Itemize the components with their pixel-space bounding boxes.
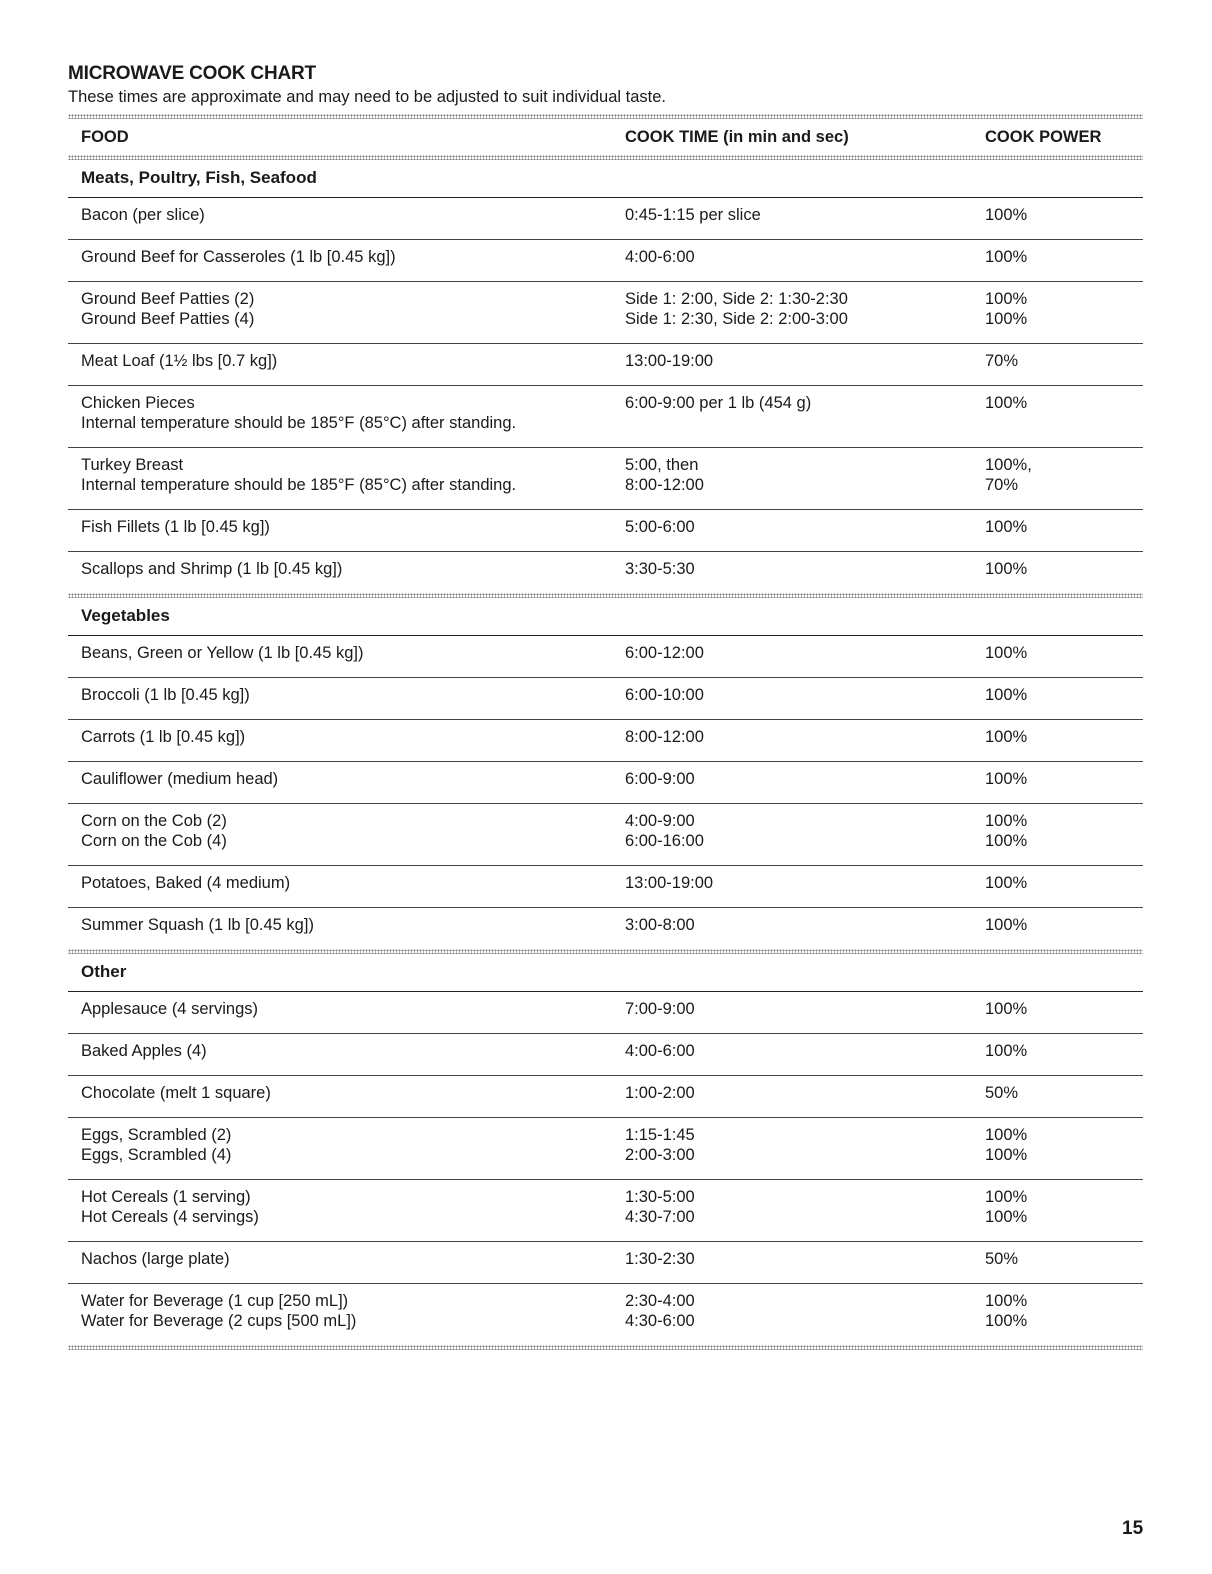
cell-line: 100% xyxy=(985,206,1028,224)
cell-line: 6:00-9:00 xyxy=(625,770,695,788)
cell-line: Ground Beef Patties (4) xyxy=(81,310,255,328)
food-cell xyxy=(81,643,364,663)
cell-line: Scallops and Shrimp (1 lb [0.45 kg]) xyxy=(81,560,343,578)
food-cell xyxy=(81,517,270,537)
food-cell xyxy=(81,873,290,893)
food-cell xyxy=(81,1041,207,1061)
cell-line: Turkey Breast xyxy=(81,456,184,474)
table-row xyxy=(68,198,1143,240)
cook-power-cell xyxy=(985,873,1027,893)
table-row xyxy=(68,1076,1143,1118)
food-cell xyxy=(81,811,227,851)
cook-time-cell xyxy=(625,1041,695,1061)
food-cell xyxy=(81,1291,356,1331)
cell-line: 100%, xyxy=(985,456,1032,474)
food-cell xyxy=(81,393,516,433)
cell-line: 70% xyxy=(985,476,1019,494)
cell-line: Summer Squash (1 lb [0.45 kg]) xyxy=(81,916,314,934)
cook-time-cell xyxy=(625,1291,695,1331)
section-heading xyxy=(68,160,1143,198)
cell-line: Side 1: 2:00, Side 2: 1:30-2:30 xyxy=(625,290,848,308)
table-row xyxy=(68,1118,1143,1180)
cell-line: 100% xyxy=(985,394,1028,412)
cell-line: Water for Beverage (2 cups [500 mL]) xyxy=(81,1312,357,1330)
cell-line: Corn on the Cob (2) xyxy=(81,812,227,830)
section-heading xyxy=(68,954,1143,992)
cook-power-cell xyxy=(985,811,1027,851)
cell-line: Ground Beef for Casseroles (1 lb [0.45 kg]) xyxy=(81,248,396,266)
cook-time-cell xyxy=(625,393,811,413)
cook-time-cell xyxy=(625,643,704,663)
cell-line: 100% xyxy=(985,248,1028,266)
cook-power-cell xyxy=(985,393,1027,413)
food-cell xyxy=(81,999,258,1019)
cook-time-cell xyxy=(625,247,695,267)
food-cell xyxy=(81,455,516,495)
cell-line: Eggs, Scrambled (4) xyxy=(81,1146,232,1164)
cell-line: 100% xyxy=(985,518,1028,536)
table-row xyxy=(68,510,1143,552)
cell-line: 50% xyxy=(985,1084,1019,1102)
cell-line: Chicken Pieces xyxy=(81,394,195,412)
cell-line: Eggs, Scrambled (2) xyxy=(81,1126,232,1144)
cell-line: 13:00-19:00 xyxy=(625,352,714,370)
cell-line: 8:00-12:00 xyxy=(625,728,704,746)
cell-line: 100% xyxy=(985,1312,1028,1330)
cook-time-cell xyxy=(625,685,704,705)
cook-power-cell xyxy=(985,205,1027,225)
cell-line: Hot Cereals (1 serving) xyxy=(81,1188,251,1206)
cell-line: 100% xyxy=(985,1188,1028,1206)
table-row xyxy=(68,992,1143,1034)
cell-line: Beans, Green or Yellow (1 lb [0.45 kg]) xyxy=(81,644,364,662)
cook-time-cell xyxy=(625,1083,695,1103)
cell-line: 50% xyxy=(985,1250,1019,1268)
cell-line: Hot Cereals (4 servings) xyxy=(81,1208,259,1226)
cell-line: 1:15-1:45 xyxy=(625,1126,695,1144)
cell-line: Baked Apples (4) xyxy=(81,1042,207,1060)
cell-line: Ground Beef Patties (2) xyxy=(81,290,255,308)
food-cell xyxy=(81,685,250,705)
cell-line: 6:00-16:00 xyxy=(625,832,704,850)
cook-time-cell xyxy=(625,455,704,495)
cell-line: Side 1: 2:30, Side 2: 2:00-3:00 xyxy=(625,310,848,328)
cook-power-cell xyxy=(985,247,1027,267)
cell-line: Cauliflower (medium head) xyxy=(81,770,279,788)
cell-line: 0:45-1:15 per slice xyxy=(625,206,761,224)
cell-line: 4:00-6:00 xyxy=(625,1042,695,1060)
cell-line: 100% xyxy=(985,1208,1028,1226)
page-number: 15 xyxy=(1122,1518,1144,1539)
cell-line: 100% xyxy=(985,1042,1028,1060)
cell-line: 13:00-19:00 xyxy=(625,874,714,892)
table-header xyxy=(68,119,1143,155)
cell-line: 100% xyxy=(985,686,1028,704)
cook-time-cell xyxy=(625,1249,695,1269)
food-cell xyxy=(81,1187,259,1227)
cook-power-cell xyxy=(985,727,1027,747)
table-body xyxy=(68,155,1143,1350)
cell-line: 100% xyxy=(985,1146,1028,1164)
cell-line: Carrots (1 lb [0.45 kg]) xyxy=(81,728,246,746)
cell-line: 4:00-6:00 xyxy=(625,248,695,266)
cell-line: Corn on the Cob (4) xyxy=(81,832,227,850)
cell-line: 100% xyxy=(985,916,1028,934)
table-row xyxy=(68,386,1143,448)
food-cell xyxy=(81,559,342,579)
cell-line: 100% xyxy=(985,728,1028,746)
cook-time-cell xyxy=(625,769,695,789)
table-row xyxy=(68,908,1143,949)
section-title: Other xyxy=(81,962,127,981)
table-row xyxy=(68,240,1143,282)
cook-power-cell xyxy=(985,1083,1018,1103)
cook-power-cell xyxy=(985,915,1027,935)
cook-power-cell xyxy=(985,455,1032,495)
table-row xyxy=(68,1284,1143,1345)
cook-time-cell xyxy=(625,915,695,935)
section-title: Vegetables xyxy=(81,606,170,625)
table-row xyxy=(68,1180,1143,1242)
cell-line: Applesauce (4 servings) xyxy=(81,1000,259,1018)
cell-line: 100% xyxy=(985,560,1028,578)
header-cook-power: COOK POWER xyxy=(985,128,1102,146)
cell-line: 2:30-4:00 xyxy=(625,1292,695,1310)
cell-line: 100% xyxy=(985,770,1028,788)
cook-power-cell xyxy=(985,769,1027,789)
cell-line: 4:30-7:00 xyxy=(625,1208,695,1226)
cook-time-cell xyxy=(625,873,713,893)
food-cell xyxy=(81,289,254,329)
food-cell xyxy=(81,1083,271,1103)
food-cell xyxy=(81,205,205,225)
cook-time-cell xyxy=(625,289,848,329)
cell-line: Broccoli (1 lb [0.45 kg]) xyxy=(81,686,250,704)
cell-line: 100% xyxy=(985,310,1028,328)
cell-line: 6:00-10:00 xyxy=(625,686,704,704)
cell-line: 100% xyxy=(985,812,1028,830)
cell-line: Internal temperature should be 185°F (85°C) after standing. xyxy=(81,476,517,494)
cell-line: Chocolate (melt 1 square) xyxy=(81,1084,271,1102)
cook-time-cell xyxy=(625,1187,695,1227)
cell-line: Meat Loaf (1½ lbs [0.7 kg]) xyxy=(81,352,278,370)
table-row xyxy=(68,1242,1143,1284)
cell-line: 3:00-8:00 xyxy=(625,916,695,934)
cook-power-cell xyxy=(985,1125,1027,1165)
table-row xyxy=(68,678,1143,720)
cook-time-cell xyxy=(625,727,704,747)
cook-time-cell xyxy=(625,811,704,851)
cell-line: 100% xyxy=(985,644,1028,662)
food-cell xyxy=(81,727,245,747)
section-heading xyxy=(68,598,1143,636)
cook-time-cell xyxy=(625,205,761,225)
cell-line: 4:00-9:00 xyxy=(625,812,695,830)
food-cell xyxy=(81,915,314,935)
cook-time-cell xyxy=(625,517,695,537)
cell-line: 100% xyxy=(985,1126,1028,1144)
cook-power-cell xyxy=(985,289,1027,329)
cook-power-cell xyxy=(985,1249,1018,1269)
cell-line: 5:00-6:00 xyxy=(625,518,695,536)
cell-line: 3:30-5:30 xyxy=(625,560,695,578)
cell-line: Water for Beverage (1 cup [250 mL]) xyxy=(81,1292,349,1310)
cook-power-cell xyxy=(985,1041,1027,1061)
cook-power-cell xyxy=(985,1187,1027,1227)
cook-power-cell xyxy=(985,1291,1027,1331)
table-row xyxy=(68,636,1143,678)
cook-power-cell xyxy=(985,517,1027,537)
table-row xyxy=(68,282,1143,344)
cell-line: 1:30-2:30 xyxy=(625,1250,695,1268)
table-row xyxy=(68,866,1143,908)
header-food: FOOD xyxy=(81,128,129,146)
cook-power-cell xyxy=(985,685,1027,705)
food-cell xyxy=(81,247,396,267)
food-cell xyxy=(81,769,278,789)
table-row xyxy=(68,448,1143,510)
cell-line: Nachos (large plate) xyxy=(81,1250,230,1268)
cell-line: 100% xyxy=(985,874,1028,892)
cook-time-cell xyxy=(625,1125,695,1165)
food-cell xyxy=(81,1249,230,1269)
cell-line: 6:00-9:00 per 1 lb (454 g) xyxy=(625,394,812,412)
cook-time-cell xyxy=(625,559,695,579)
page-title: MICROWAVE COOK CHART xyxy=(68,63,316,84)
cook-power-cell xyxy=(985,643,1027,663)
cook-time-cell xyxy=(625,351,713,371)
cell-line: 2:00-3:00 xyxy=(625,1146,695,1164)
cell-line: Bacon (per slice) xyxy=(81,206,205,224)
cell-line: 100% xyxy=(985,832,1028,850)
cell-line: 4:30-6:00 xyxy=(625,1312,695,1330)
cell-line: 100% xyxy=(985,290,1028,308)
cook-power-cell xyxy=(985,559,1027,579)
table-row xyxy=(68,762,1143,804)
cell-line: 70% xyxy=(985,352,1019,370)
cell-line: 6:00-12:00 xyxy=(625,644,704,662)
cell-line: 8:00-12:00 xyxy=(625,476,704,494)
table-row xyxy=(68,344,1143,386)
table-row xyxy=(68,804,1143,866)
bottom-divider xyxy=(68,1345,1143,1350)
food-cell xyxy=(81,1125,231,1165)
cell-line: 7:00-9:00 xyxy=(625,1000,695,1018)
food-cell xyxy=(81,351,277,371)
section-title: Meats, Poultry, Fish, Seafood xyxy=(81,168,317,187)
cell-line: 100% xyxy=(985,1292,1028,1310)
cook-power-cell xyxy=(985,351,1018,371)
header-cook-time: COOK TIME (in min and sec) xyxy=(625,128,849,146)
page-subtitle: These times are approximate and may need to be adjusted to suit individual taste. xyxy=(68,88,667,106)
cell-line: Internal temperature should be 185°F (85°C) after standing. xyxy=(81,414,517,432)
cell-line: 1:30-5:00 xyxy=(625,1188,695,1206)
table-row xyxy=(68,720,1143,762)
cell-line: 100% xyxy=(985,1000,1028,1018)
cell-line: 5:00, then xyxy=(625,456,699,474)
cook-chart-table xyxy=(68,114,1143,1350)
table-row xyxy=(68,1034,1143,1076)
cell-line: Potatoes, Baked (4 medium) xyxy=(81,874,291,892)
table-row xyxy=(68,552,1143,593)
cook-power-cell xyxy=(985,999,1027,1019)
cell-line: Fish Fillets (1 lb [0.45 kg]) xyxy=(81,518,270,536)
cell-line: 1:00-2:00 xyxy=(625,1084,695,1102)
cook-time-cell xyxy=(625,999,695,1019)
